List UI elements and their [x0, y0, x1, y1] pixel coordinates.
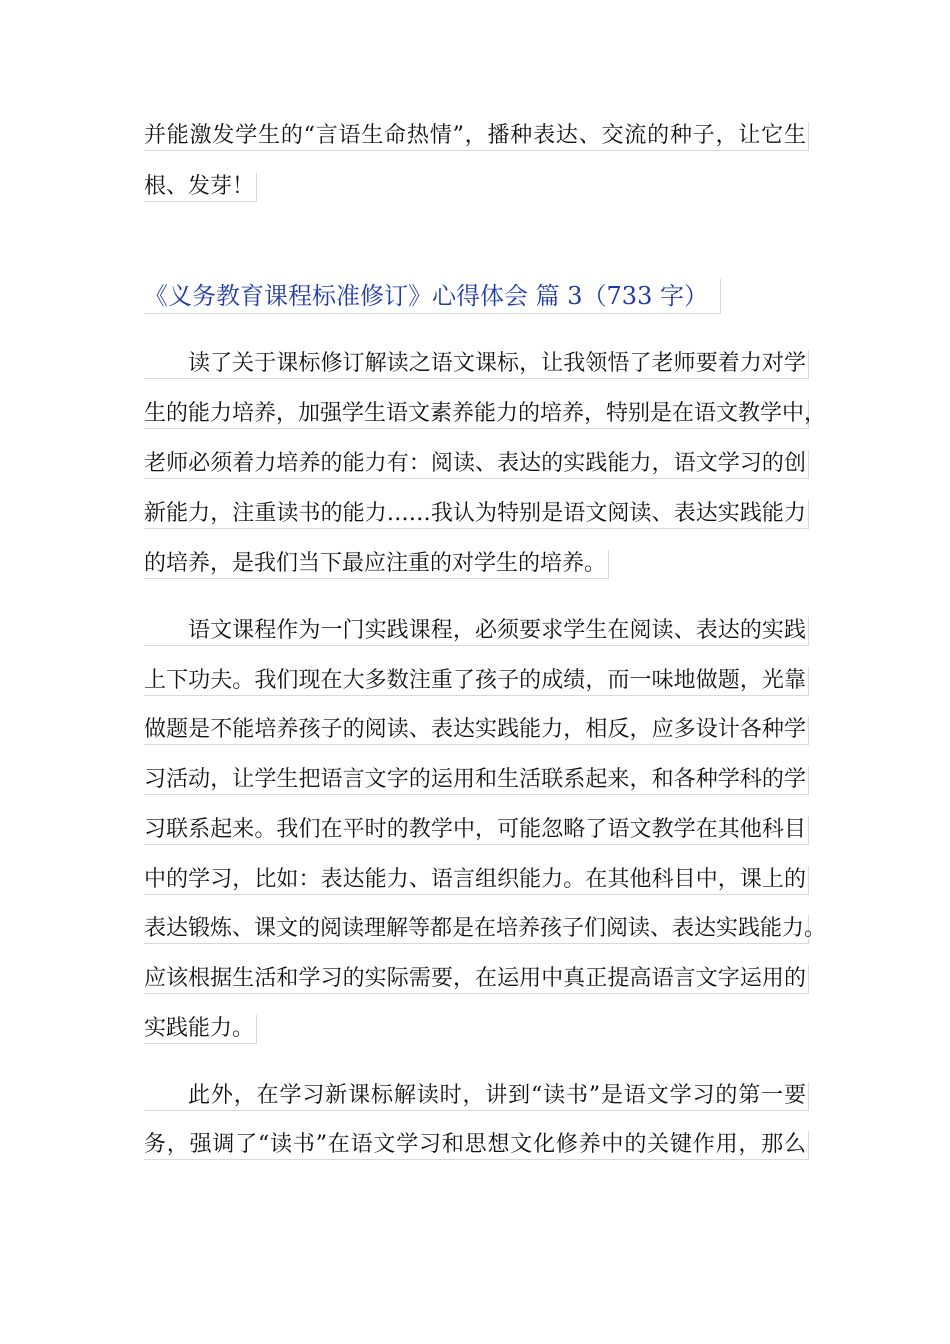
text-line: 生的能力培养，加强学生语文素养能力的培养，特别是在语文教学中，	[144, 400, 809, 429]
text-line: 务，强调了“读书”在语文学习和思想文化修养中的关键作用，那么	[144, 1131, 809, 1160]
text-line: 实践能力。	[144, 1015, 257, 1044]
text-line: 习活动，让学生把语言文字的运用和生活联系起来，和各种学科的学	[144, 766, 809, 795]
text-line: 并能激发学生的“言语生命热情”，播种表达、交流的种子，让它生	[144, 122, 809, 151]
text-line: 新能力，注重读书的能力……我认为特别是语文阅读、表达实践能力	[144, 500, 809, 529]
text-line: 做题是不能培养孩子的阅读、表达实践能力，相反，应多设计各种学	[144, 716, 809, 745]
text-line: 老师必须着力培养的能力有：阅读、表达的实践能力，语文学习的创	[144, 450, 809, 479]
text-line: 习联系起来。我们在平时的教学中，可能忽略了语文教学在其他科目	[144, 816, 809, 845]
text-line: 表达锻炼、课文的阅读理解等都是在培养孩子们阅读、表达实践能力。	[144, 915, 809, 944]
text-line: 读了关于课标修订解读之语文课标，让我领悟了老师要着力对学	[144, 350, 809, 379]
text-line: 中的学习，比如：表达能力、语言组织能力。在其他科目中，课上的	[144, 866, 809, 895]
section-heading: 《义务教育课程标准修订》心得体会 篇 3（733 字）	[144, 279, 721, 314]
text-line: 的培养，是我们当下最应注重的对学生的培养。	[144, 550, 609, 579]
text-line: 此外，在学习新课标解读时，讲到“读书”是语文学习的第一要	[144, 1082, 809, 1111]
text-line: 应该根据生活和学习的实际需要，在运用中真正提高语言文字运用的	[144, 965, 809, 994]
text-line: 根、发芽！	[144, 173, 257, 202]
text-line: 语文课程作为一门实践课程，必须要求学生在阅读、表达的实践	[144, 617, 809, 646]
text-line: 上下功夫。我们现在大多数注重了孩子的成绩，而一味地做题，光靠	[144, 667, 809, 696]
